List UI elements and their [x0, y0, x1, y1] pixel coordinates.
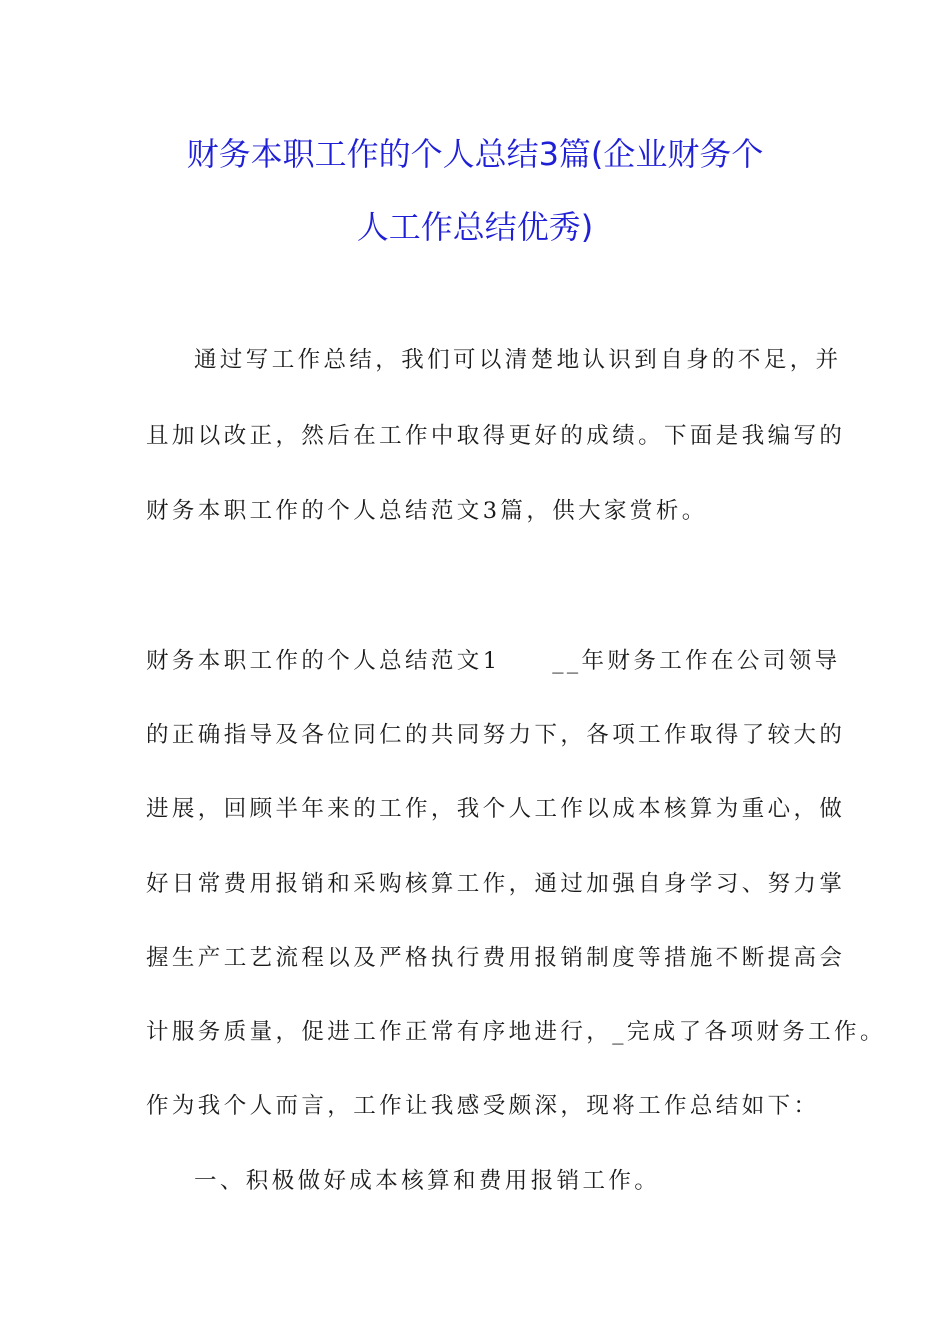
intro-paragraph-line-2: 且加以改正，然后在工作中取得更好的成绩。下面是我编写的	[146, 423, 846, 449]
section1-paragraph-line-4: 好日常费用报销和采购核算工作，通过加强自身学习、努力掌	[146, 871, 846, 897]
section1-paragraph-line-1: 财务本职工作的个人总结范文1 __年财务工作在公司领导	[146, 648, 841, 674]
section1-paragraph-line-5: 握生产工艺流程以及严格执行费用报销制度等措施不断提高会	[146, 945, 846, 971]
document-title-line-1: 财务本职工作的个人总结3篇(企业财务个	[186, 135, 764, 173]
section-heading-1: 一、积极做好成本核算和费用报销工作。	[194, 1168, 661, 1194]
document-title-line-2: 人工作总结优秀)	[356, 208, 594, 246]
section1-paragraph-line-7: 作为我个人而言，工作让我感受颇深，现将工作总结如下：	[146, 1093, 820, 1119]
section1-paragraph-line-3: 进展，回顾半年来的工作，我个人工作以成本核算为重心，做	[146, 796, 846, 822]
section1-paragraph-line-2: 的正确指导及各位同仁的共同努力下，各项工作取得了较大的	[146, 722, 846, 748]
section1-paragraph-line-6: 计服务质量，促进工作正常有序地进行，_完成了各项财务工作。	[146, 1019, 886, 1045]
intro-paragraph-line-3: 财务本职工作的个人总结范文3篇，供大家赏析。	[146, 498, 708, 524]
intro-paragraph-line-1: 通过写工作总结，我们可以清楚地认识到自身的不足，并	[194, 347, 842, 373]
